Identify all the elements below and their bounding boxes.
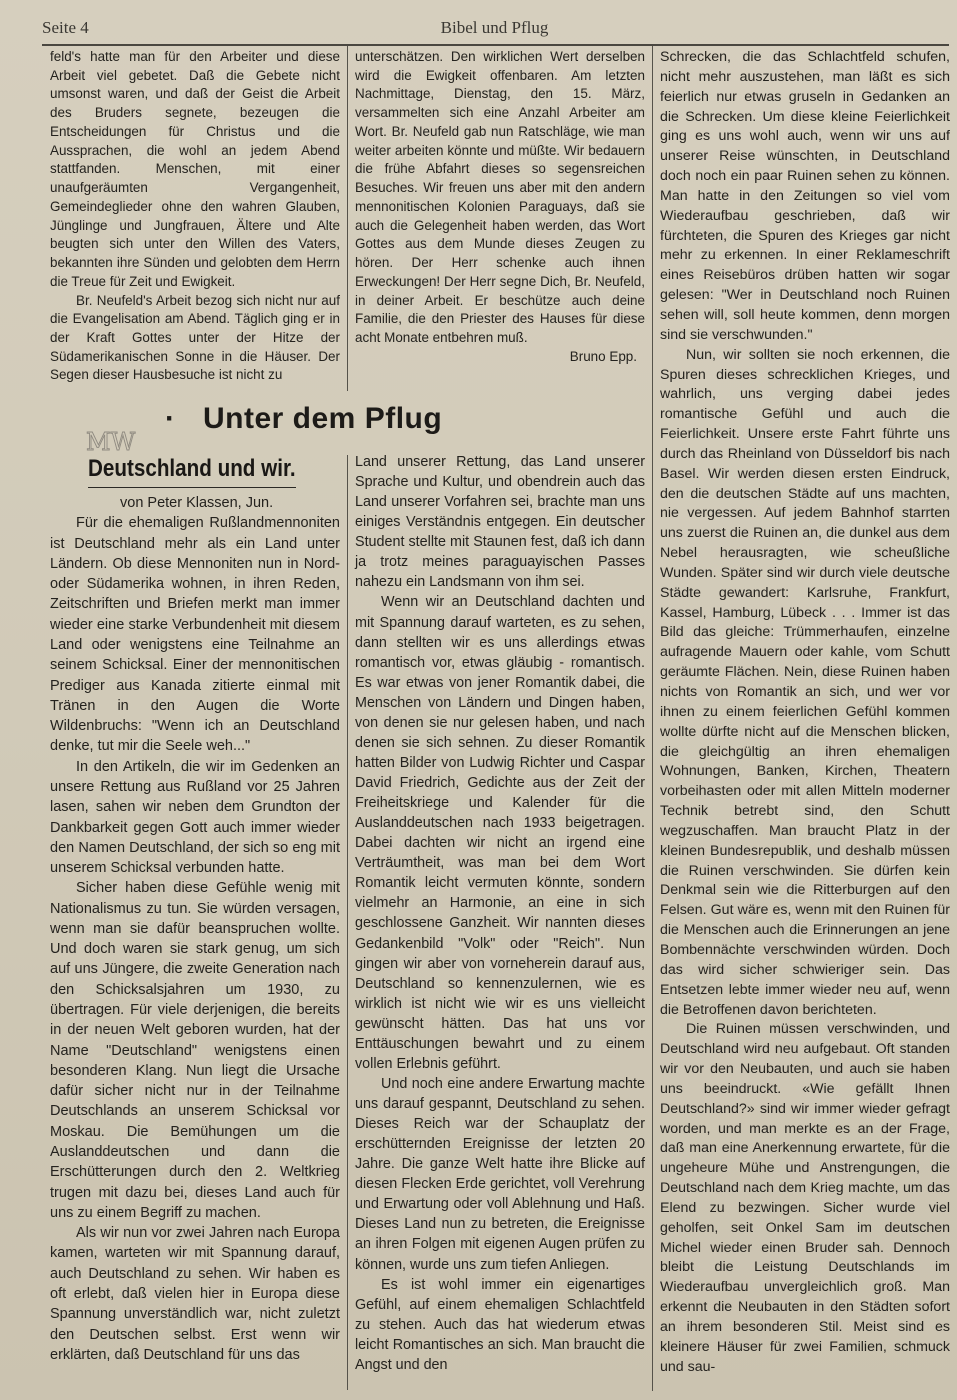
pencil-mark: [84, 420, 144, 460]
paragraph: Land unserer Rettung, das Land unserer Sprache und Kultur, und obendrein auch das Land unserer Vorfahren sei, brachte man uns einiges Verständnis entgegen. Ein deutscher Student stellte mit Staunen fest, daß ich dann ja trotz meines paraguayischen Passes nahezu ein Landsmann von ihm sei.: [355, 454, 645, 591]
paragraph: Br. Neufeld's Arbeit bezog sich nicht nur auf die Evangelisation am Abend. Täglich ging er in der Kraft Gottes unter der Hitze der Südamerikanischen Sonne in die Häuser. Der Segen dieser Hausbesuche ist nicht zu: [50, 292, 340, 383]
article-column-1: [50, 493, 340, 1365]
paragraph: unterschätzen. Den wirklichen Wert derselben wird die Ewigkeit offenbaren. Am letzten Nachmittage, Dienstag, den 15. März, versammelten sich eine Anzahl Arbeiter am Wort. Br. Neufeld gab nun Ratschläge, wie man weiter arbeiten könnte und müßte. Wir bedauern die frühe Abfahrt dieses so segensreichen Besuches. Wir freuen uns aber mit den andern mennonitischen Kolonien Paraguays, daß sie auch die Gelegenheit haben werden, das Wort Gottes aus dem Munde dieses Zeugen zu hören. Der Herr schenke auch ihnen Erweckungen! Der Herr segne Dich, Br. Neufeld, in deiner Arbeit. Er beschütze auch deine Familie, die den Priester des Hauses für diese acht Monate entbehren muß.: [355, 49, 645, 346]
paragraph: Schrecken, die das Schlachtfeld schufen, nicht mehr auszustehen, man läßt es sich feierlich nur etwas gruseln in Gedanken an die Schrecken. Um diese kleine Feierlichkeit ging es uns wohl auch, wenn wir uns auf unserer Reise wünschten, in Deutschland doch noch ein paar Ruinen sehen zu können. Man hatte in den Zeitungen so viel vom Wiederaufbau geschrieben, daß wir fürchteten, die Spuren des Krieges gar nicht mehr zu erkennen. In einer Reklameschrift eines Reisebüros drüben hatten wir sogar gelesen: "Wer in Deutschland noch Ruinen sehen will, soll heute kommen, denn morgen sind sie verschwunden.": [660, 49, 950, 343]
paragraph: In den Artikeln, die wir im Gedenken an unsere Rettung aus Rußland vor 25 Jahren lasen, sahen wir neben dem Grundton der Dankbarkeit gegen Gott auch immer wieder den Namen Deutschland, der sich so eng mit unserem Schicksal verbunden hatte.: [50, 758, 340, 877]
section-title: [165, 402, 505, 436]
paragraph: Wenn wir an Deutschland dachten und mit Spannung darauf warteten, es zu sehen, dann stellten wir es uns allerdings etwas romantisch vor, etwas gläubig - romantisch. Es war etwas von jener Romantik dabei, die Menschen von Ländern und Dingen haben, von denen sie nur gelesen haben, und nach denen sie sich sehnen. Zu dieser Romantik hatten Bilder von Ludwig Richter und Caspar David Friedrich, Gedichte aus der Zeit der Freiheitskriege und Kalender für die Auslanddeutschen nach 1933 beigetragen. Dabei dachten wir nicht an irgend eine Verträumtheit, was man bei dem Wort Romantik leicht vermuten könnte, sondern vielmehr an Harmonie, an eine in sich geschlossene Ganzheit. Wir nannten dieses Gedankenbild "Volk" oder "Reich". Nun gingen wir aber von vorneherein darauf aus, Deutschland so kennenzulernen, wie es wirklich ist nicht wie wir es uns vielleicht gewünscht hätten. Das hat uns vor Enttäuschungen bewahrt und zu einem vollen Erlebnis geführt.: [355, 594, 645, 1072]
paragraph: feld's hatte man für den Arbeiter und diese Arbeit viel gebetet. Daß die Gebete nicht umsonst waren, und daß der Geist die Arbeit des Bruders segnete, bezeugen die Entscheidungen für Christus und die Aussprachen, die wohl an jedem Abend stattfanden. Menschen, mit einer unaufgeräumten Vergangenheit, Gemeindeglieder ohne den wahren Glauben, Jünglinge und Jungfrauen, Ältere und Alte beugten sich unter den Willen des Vaters, bekannten ihre Sünden und gelobten dem Herrn die Treue für Zeit und Ewigkeit.: [50, 49, 340, 289]
paragraph: Als wir nun vor zwei Jahren nach Europa kamen, warteten wir mit Spannung darauf, auch Deutschland zu sehen. Wir haben es oft erlebt, daß vielen hier in Europa diese Spannung unverständlich war, nicht zuletzt den Deutschen selbst. Erst wenn wir erklärten, daß Deutschland für uns das: [50, 1225, 340, 1363]
column-divider: [347, 455, 348, 1390]
paragraph: Die Ruinen müssen verschwinden, und Deutschland wird neu aufgebaut. Oft standen wir vor den Neubauten, und auch sie haben uns beeindruckt. «Wie gefällt Ihnen Deutschland?» sind wir immer wieder gefragt worden, und man merkte es an der Frage, daß man eine Anerkennung erwartete, für die ungeheure Mühe und Anstrengungen, die Deutschland nach dem Krieg machte, um das Elend zu bezwingen. Sicher wurde viel geholfen, seit Onkel Sam im deutschen Michel wieder einen Bruder sah. Dennoch bleibt die Leistung Deutschlands im Wiederaufbau unvergleichlich groß. Man erkennt die Neubauten in den Städten sofort an ihrem besonderen Stil. Meist sind es kleinere Häuser für zwei Familien, schmuck und sau-: [660, 1021, 950, 1375]
article-column-3: [660, 48, 950, 1378]
article-title: Deutschland und wir.: [88, 455, 296, 482]
section-title-text: Unter dem Pflug: [203, 402, 443, 435]
signature: Bruno Epp.: [569, 348, 637, 364]
report-column-1: [50, 48, 340, 385]
pencil-mark-text: MW: [86, 428, 136, 456]
report-column-2: [355, 48, 645, 366]
column-divider: [652, 46, 653, 1391]
column-divider: [347, 46, 348, 391]
article-title-rule: [88, 487, 296, 488]
section-bullet: ·: [165, 402, 176, 435]
paragraph: Nun, wir sollten sie noch erkennen, die Spuren dieses schrecklichen Krieges, und wahrlich, uns verging dabei jedes romantische Gefühl und auch die Feierlichkeit. Unsere erste Fahrt führte uns durch das Rheinland von Düsseldorf bis nach Basel. Wir werden diesen ersten Eindruck, den die deutschen Städte auf uns machten, nie vergessen. Auf jedem Bahnhof starrten uns zuerst die Ruinen an, die dunkel aus dem Nebel herausragten, wie scheußliche Wunden. Später sind wir durch viele deutsche Städte gewandert: Karlsruhe, Frankfurt, Kassel, Hamburg, Lübeck . . . Immer ist das Bild das gleiche: Trümmerhaufen, einzelne aufragende Mauern oder kahle, vom Schutt geräumte Flächen. Nein, diese Ruinen haben nichts von Romantik an sich, und wer vor ihnen zu einem feierlichen Gefühl kommen wollte dürfte nicht auf die Menschen blicken, die gleichgültig an ihren ehemaligen Wohnungen, Banken, Kirchen, Theatern vorbeihasten oder mit allen Mitteln moderner Technik betrebt sind, den Schutt wegzuschaffen. Man braucht Platz in der kleinen Bundesrepublik, und deshalb müssen die Ruinen verschwinden. Sie dürfen kein Denkmal sein wie die Ritterburgen auf den Felsen. Gut wäre es, wenn mit den Ruinen für die Menschen auch die Erinnerungen an jene Bombennächte verschwinden würden. Doch das wird sicher schwieriger sein. Das Entsetzen lebte immer wieder neu auf, wenn die Betroffenen davon berichteten.: [660, 346, 950, 1018]
header-rule: [42, 44, 949, 46]
paragraph: Für die ehemaligen Rußlandmennoniten ist Deutschland mehr als ein Land unter Ländern. Ob diese Mennoniten nun in Nord-oder Südamerika wohnen, in ihren Reden, Zeitschriften und Briefen merkt man immer wieder eine starke Verbundenheit mit diesem Land oder wenigstens eine Teilnahme an seinem Schicksal. Einer der mennonitischen Prediger aus Kanada zitierte einmal mit Tränen in den Augen die Worte Wildenbruchs: "Wenn ich an Deutschland denke, tut mir die Seele weh...": [50, 515, 340, 755]
running-title: Bibel und Pflug: [440, 18, 549, 37]
byline: von Peter Klassen, Jun.: [120, 495, 274, 511]
page-number: Seite 4: [42, 18, 89, 37]
paragraph: Sicher haben diese Gefühle wenig mit Nationalismus zu tun. Sie würden versagen, wenn man sie dafür beanspruchen wollte. Und doch waren sie stark genug, um sich auf uns Jüngere, die zweite Generation nach den Schicksalsjahren um 1930, zu übertragen. Für viele derjenigen, die bereits in der neuen Welt geboren wurden, hat der Name "Deutschland" wenigstens einen besonderen Klang. Nun liegt die Ursache dafür sicher nicht nur in der Teilnahme Deutschlands an unserem Schicksal vor Moskau. Die Bemühungen um die Auslanddeutschen und dann die Erschütterungen durch den 2. Weltkrieg trugen mit dazu bei, dieses Land auch für uns zu einem Begriff zu machen.: [50, 880, 340, 1221]
page-header: [42, 18, 947, 40]
article-column-2: [355, 452, 645, 1375]
paragraph: Es ist wohl immer ein eigenartiges Gefühl, auf einem ehemaligen Schlachtfeld zu stehen. Auch das hat wiederum etwas leicht Romantisches an sich. Man braucht die Angst und den: [355, 1276, 645, 1373]
paragraph: Und noch eine andere Erwartung machte uns darauf gespannt, Deutschland zu sehen. Dieses Reich war der Schauplatz der erschütternden Ereignisse der letzten 20 Jahre. Die ganze Welt hatte ihre Blicke auf diesen Flecken Erde gerichtet, voll Verehrung und Erwartung oder voll Ablehnung und Haß. Dieses Land nun zu betreten, die Ereignisse an ihren Folgen mit eigenen Augen prüfen zu können, wurde uns zum tiefen Anliegen.: [355, 1075, 645, 1273]
